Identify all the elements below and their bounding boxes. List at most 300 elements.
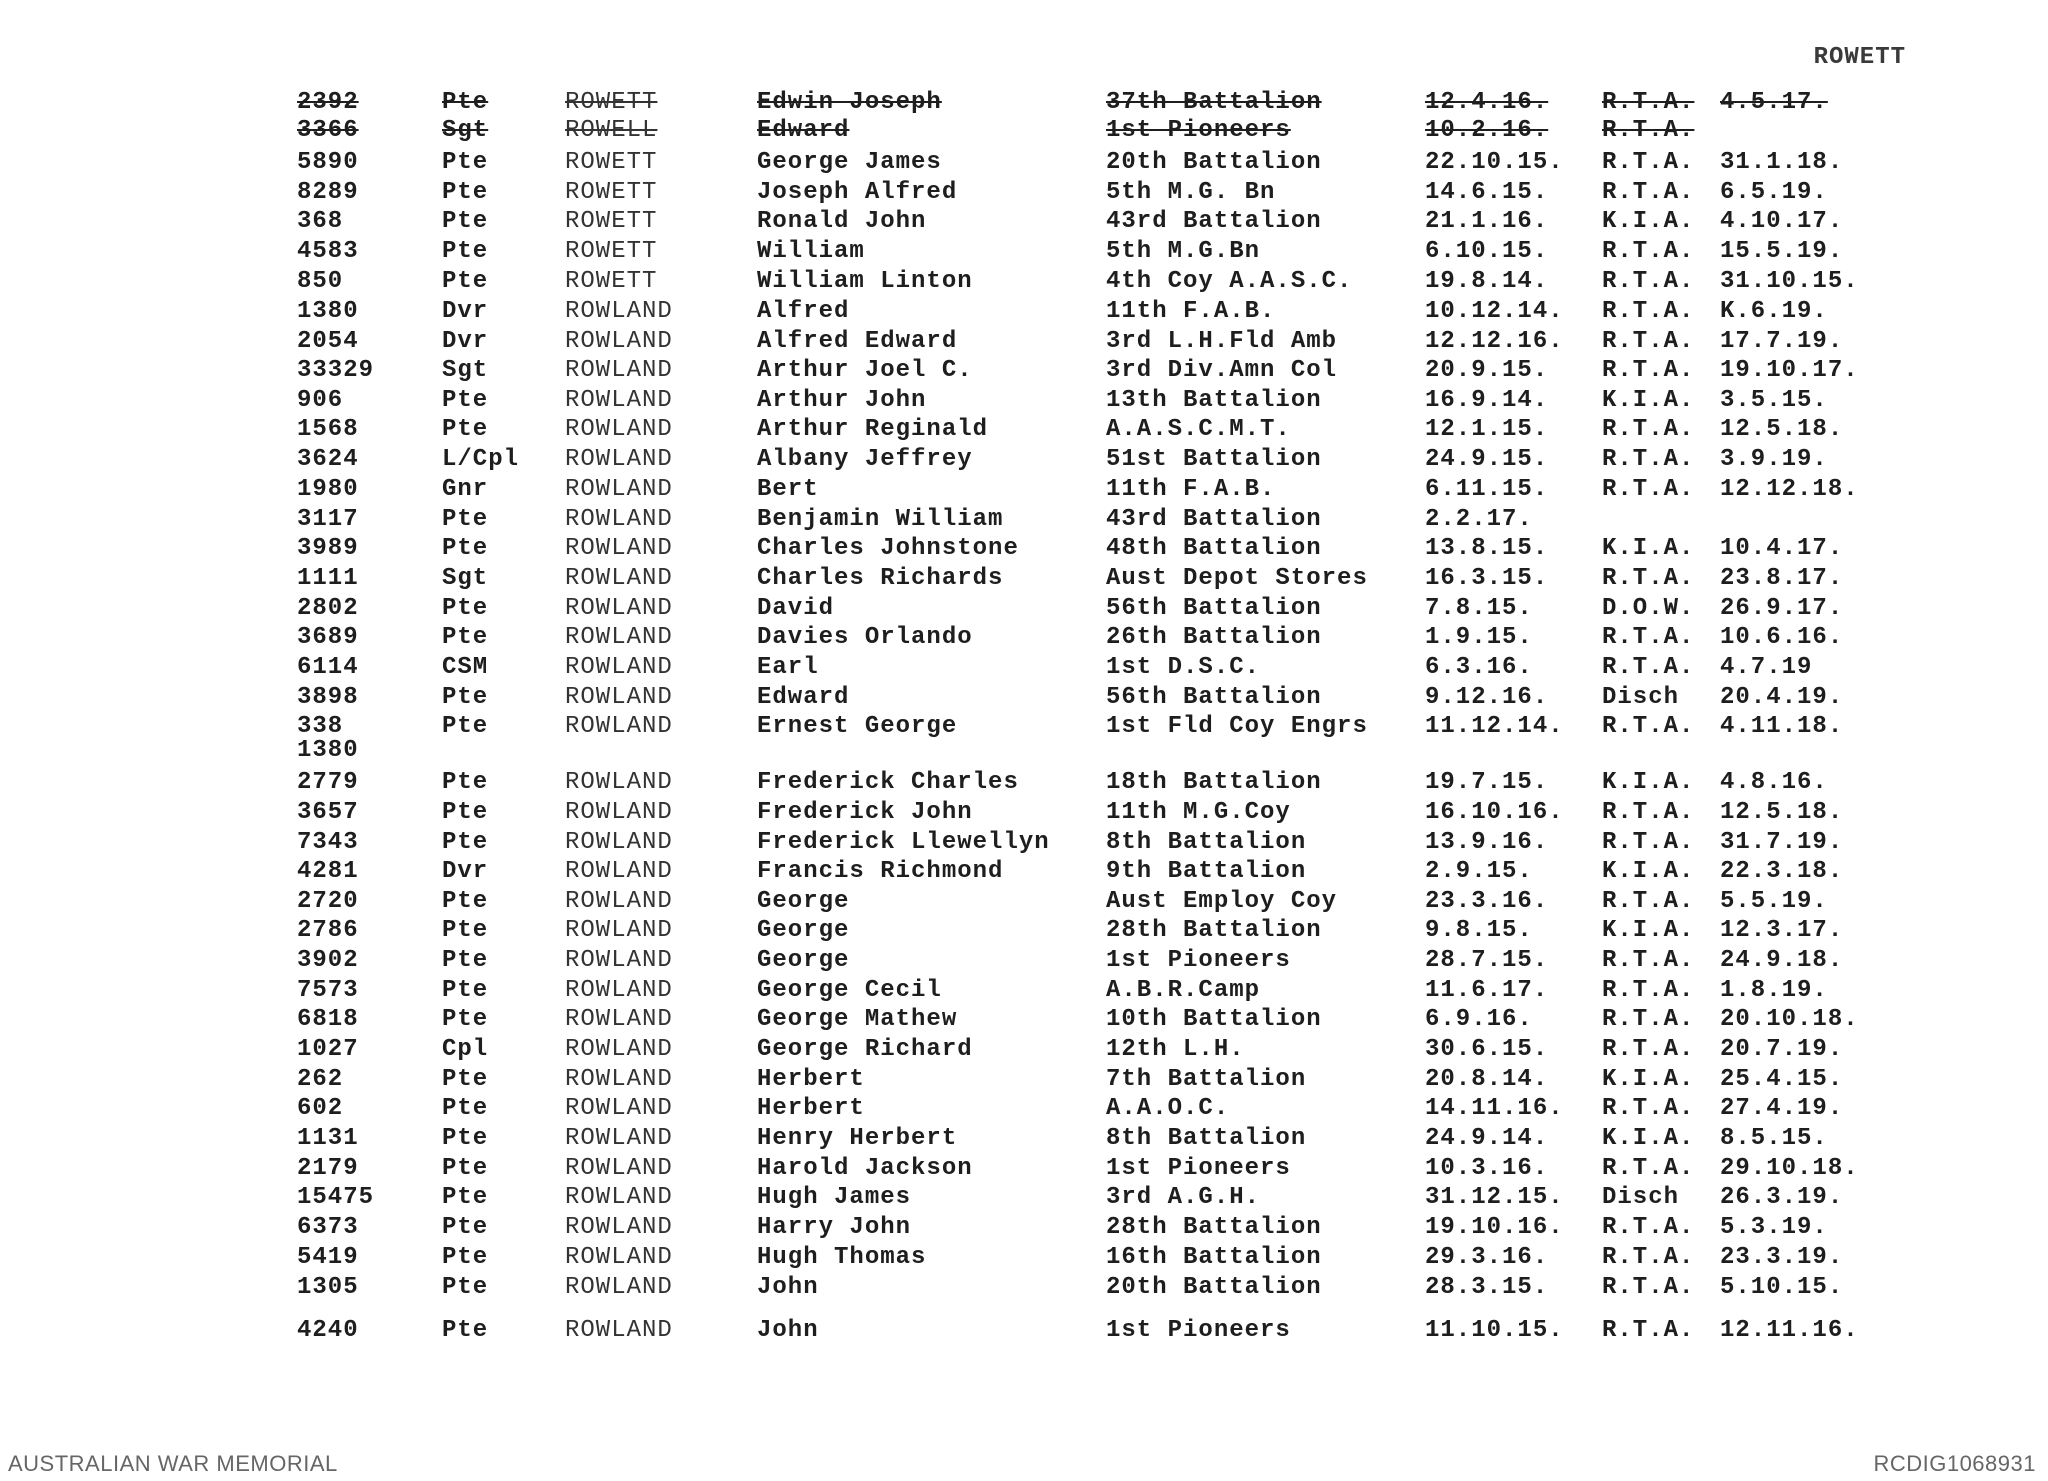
enlistment-date: 24.9.14. [1425, 1125, 1549, 1152]
rank: Dvr [442, 298, 489, 325]
fate-date: 5.5.19. [1720, 888, 1828, 915]
fate-date: 4.8.16. [1720, 769, 1828, 796]
given-names: Harold Jackson [757, 1155, 973, 1182]
rank: Pte [442, 1244, 489, 1271]
fate: R.T.A. [1602, 298, 1695, 325]
page-surname-header: ROWETT [1813, 44, 1906, 71]
roll-row [0, 916, 2048, 946]
fate: K.I.A. [1602, 208, 1695, 235]
unit: A.B.R.Camp [1106, 977, 1261, 1004]
fate-date: 26.9.17. [1720, 595, 1844, 622]
fate-date: 10.6.16. [1720, 624, 1844, 651]
fate-date: 3.5.15. [1720, 387, 1828, 414]
roll-row [0, 505, 2048, 535]
fate-date: 17.7.19. [1720, 328, 1844, 355]
fate-date: 25.4.15. [1720, 1066, 1844, 1093]
roll-row [0, 1213, 2048, 1243]
given-names: Ronald John [757, 208, 927, 235]
regimental-number: 1305 [297, 1274, 359, 1301]
regimental-number: 2054 [297, 328, 359, 355]
regimental-number: 6114 [297, 654, 359, 681]
unit: 43rd Battalion [1106, 506, 1322, 533]
rank: Sgt [442, 565, 489, 592]
enlistment-date: 28.3.15. [1425, 1274, 1549, 1301]
fate-date: 10.4.17. [1720, 535, 1844, 562]
fate-date: K.6.19. [1720, 298, 1828, 325]
enlistment-date: 23.3.16. [1425, 888, 1549, 915]
rank: Dvr [442, 858, 489, 885]
fate: Disch [1602, 1184, 1680, 1211]
rank: Pte [442, 238, 489, 265]
given-names: John [757, 1274, 819, 1301]
given-names: Davies Orlando [757, 624, 973, 651]
rank: Pte [442, 977, 489, 1004]
surname: ROWLAND [565, 506, 673, 533]
given-names: Frederick John [757, 799, 973, 826]
surname: ROWLAND [565, 357, 673, 384]
fate-date: 22.3.18. [1720, 858, 1844, 885]
rank: Pte [442, 179, 489, 206]
unit: 1st Pioneers [1106, 1155, 1291, 1182]
given-names: Henry Herbert [757, 1125, 958, 1152]
roll-row [0, 768, 2048, 798]
unit: 5th M.G. Bn [1106, 179, 1276, 206]
fate: R.T.A. [1602, 1095, 1695, 1122]
regimental-number: 1111 [297, 565, 359, 592]
rank: Pte [442, 1214, 489, 1241]
enlistment-date: 6.3.16. [1425, 654, 1533, 681]
rank: Cpl [442, 1036, 489, 1063]
roll-row [0, 475, 2048, 505]
unit: Aust Employ Coy [1106, 888, 1338, 915]
surname: ROWLAND [565, 1006, 673, 1033]
fate-date: 23.8.17. [1720, 565, 1844, 592]
fate-date: 12.3.17. [1720, 917, 1844, 944]
surname: ROWETT [565, 149, 658, 176]
given-names: Ernest George [757, 713, 958, 740]
given-names: George [757, 947, 850, 974]
given-names: Edward [757, 117, 850, 144]
rank: Pte [442, 208, 489, 235]
unit: 11th F.A.B. [1106, 476, 1276, 503]
surname: ROWLAND [565, 684, 673, 711]
rank: Pte [442, 1095, 489, 1122]
roll-row [0, 1183, 2048, 1213]
rank: Pte [442, 387, 489, 414]
enlistment-date: 10.3.16. [1425, 1155, 1549, 1182]
surname: ROWLAND [565, 713, 673, 740]
roll-row [0, 148, 2048, 178]
regimental-number: 2179 [297, 1155, 359, 1182]
surname: ROWLAND [565, 977, 673, 1004]
surname: ROWLAND [565, 858, 673, 885]
roll-row [0, 297, 2048, 327]
rank: Dvr [442, 328, 489, 355]
fate: R.T.A. [1602, 1274, 1695, 1301]
roll-row [0, 887, 2048, 917]
surname: ROWETT [565, 89, 658, 116]
regimental-number: 7343 [297, 829, 359, 856]
enlistment-date: 14.11.16. [1425, 1095, 1564, 1122]
enlistment-date: 22.10.15. [1425, 149, 1564, 176]
rank: Pte [442, 888, 489, 915]
enlistment-date: 11.12.14. [1425, 713, 1564, 740]
given-names: Francis Richmond [757, 858, 1004, 885]
fate: R.T.A. [1602, 829, 1695, 856]
unit: 20th Battalion [1106, 1274, 1322, 1301]
unit: 3rd A.G.H. [1106, 1184, 1261, 1211]
surname: ROWLAND [565, 1184, 673, 1211]
unit: 56th Battalion [1106, 595, 1322, 622]
roll-row [0, 445, 2048, 475]
fate: K.I.A. [1602, 535, 1695, 562]
fate-date: 31.10.15. [1720, 268, 1859, 295]
fate: R.T.A. [1602, 179, 1695, 206]
fate: R.T.A. [1602, 713, 1695, 740]
given-names: George Mathew [757, 1006, 958, 1033]
roll-row [0, 564, 2048, 594]
enlistment-date: 10.12.14. [1425, 298, 1564, 325]
regimental-number: 262 [297, 1066, 344, 1093]
surname: ROWLAND [565, 1244, 673, 1271]
fate-date: 1.8.19. [1720, 977, 1828, 1004]
enlistment-date: 11.6.17. [1425, 977, 1549, 1004]
enlistment-date: 14.6.15. [1425, 179, 1549, 206]
given-names: Herbert [757, 1066, 865, 1093]
fate: R.T.A. [1602, 1244, 1695, 1271]
regimental-number: 15475 [297, 1184, 375, 1211]
regimental-number: 1980 [297, 476, 359, 503]
unit: 48th Battalion [1106, 535, 1322, 562]
given-names: Albany Jeffrey [757, 446, 973, 473]
fate-date: 6.5.19. [1720, 179, 1828, 206]
regimental-number: 6818 [297, 1006, 359, 1033]
roll-row [0, 1154, 2048, 1184]
given-names: George [757, 888, 850, 915]
enlistment-date: 19.10.16. [1425, 1214, 1564, 1241]
enlistment-date: 28.7.15. [1425, 947, 1549, 974]
given-names: Charles Johnstone [757, 535, 1019, 562]
given-names: Frederick Charles [757, 769, 1019, 796]
surname: ROWLAND [565, 595, 673, 622]
regimental-number: 1027 [297, 1036, 359, 1063]
rank: Pte [442, 506, 489, 533]
enlistment-date: 19.8.14. [1425, 268, 1549, 295]
rank: Pte [442, 416, 489, 443]
fate-date: 20.7.19. [1720, 1036, 1844, 1063]
regimental-number: 2779 [297, 769, 359, 796]
given-names: Bert [757, 476, 819, 503]
rank: Pte [442, 268, 489, 295]
given-names: David [757, 595, 835, 622]
surname: ROWLAND [565, 387, 673, 414]
rank: Pte [442, 713, 489, 740]
unit: 26th Battalion [1106, 624, 1322, 651]
enlistment-date: 29.3.16. [1425, 1244, 1549, 1271]
footer-record-id: RCDIG1068931 [1873, 1451, 2036, 1476]
fate: K.I.A. [1602, 769, 1695, 796]
fate: R.T.A. [1602, 977, 1695, 1004]
enlistment-date: 12.12.16. [1425, 328, 1564, 355]
fate: R.T.A. [1602, 947, 1695, 974]
roll-row [0, 1094, 2048, 1124]
rank: Pte [442, 799, 489, 826]
fate: R.T.A. [1602, 1006, 1695, 1033]
given-names: Charles Richards [757, 565, 1004, 592]
roll-row [0, 623, 2048, 653]
regimental-number: 5419 [297, 1244, 359, 1271]
regimental-number: 7573 [297, 977, 359, 1004]
fate-date: 8.5.15. [1720, 1125, 1828, 1152]
given-names: Alfred Edward [757, 328, 958, 355]
enlistment-date: 24.9.15. [1425, 446, 1549, 473]
regimental-number: 3657 [297, 799, 359, 826]
enlistment-date: 9.12.16. [1425, 684, 1549, 711]
roll-row [0, 946, 2048, 976]
surname: ROWLAND [565, 476, 673, 503]
given-names: Joseph Alfred [757, 179, 958, 206]
fate: K.I.A. [1602, 1066, 1695, 1093]
given-names: Arthur John [757, 387, 927, 414]
regimental-number: 1568 [297, 416, 359, 443]
unit: 5th M.G.Bn [1106, 238, 1261, 265]
enlistment-date: 6.9.16. [1425, 1006, 1533, 1033]
enlistment-date: 1.9.15. [1425, 624, 1533, 651]
surname: ROWLAND [565, 1036, 673, 1063]
regimental-number: 3366 [297, 117, 359, 144]
fate: R.T.A. [1602, 446, 1695, 473]
rank: Pte [442, 535, 489, 562]
rank: Pte [442, 1155, 489, 1182]
fate: K.I.A. [1602, 387, 1695, 414]
unit: 28th Battalion [1106, 917, 1322, 944]
fate-date: 20.4.19. [1720, 684, 1844, 711]
enlistment-date: 21.1.16. [1425, 208, 1549, 235]
surname: ROWETT [565, 208, 658, 235]
fate: R.T.A. [1602, 654, 1695, 681]
unit: 20th Battalion [1106, 149, 1322, 176]
surname: ROWLAND [565, 328, 673, 355]
fate: R.T.A. [1602, 1036, 1695, 1063]
rank: Pte [442, 595, 489, 622]
regimental-number: 3989 [297, 535, 359, 562]
fate-date: 15.5.19. [1720, 238, 1844, 265]
unit: 18th Battalion [1106, 769, 1322, 796]
roll-row [0, 1243, 2048, 1273]
fate: R.T.A. [1602, 799, 1695, 826]
given-names: Edwin Joseph [757, 89, 942, 116]
surname: ROWLAND [565, 1125, 673, 1152]
enlistment-date: 12.1.15. [1425, 416, 1549, 443]
unit: 11th M.G.Coy [1106, 799, 1291, 826]
surname: ROWLAND [565, 917, 673, 944]
fate: D.O.W. [1602, 595, 1695, 622]
roll-row [0, 653, 2048, 683]
enlistment-date: 16.3.15. [1425, 565, 1549, 592]
given-names: Harry John [757, 1214, 912, 1241]
regimental-number: 3117 [297, 506, 359, 533]
fate-date: 5.10.15. [1720, 1274, 1844, 1301]
given-names: George Richard [757, 1036, 973, 1063]
surname: ROWLAND [565, 446, 673, 473]
fate-date: 27.4.19. [1720, 1095, 1844, 1122]
given-names: George [757, 917, 850, 944]
given-names: Alfred [757, 298, 850, 325]
rank: Pte [442, 149, 489, 176]
roll-row [0, 1316, 2048, 1346]
fate: R.T.A. [1602, 149, 1695, 176]
fate: R.T.A. [1602, 238, 1695, 265]
roll-row [0, 327, 2048, 357]
regimental-number: 850 [297, 268, 344, 295]
fate: R.T.A. [1602, 328, 1695, 355]
given-names: Frederick Llewellyn [757, 829, 1050, 856]
roll-row [0, 534, 2048, 564]
fate: R.T.A. [1602, 624, 1695, 651]
unit: 7th Battalion [1106, 1066, 1307, 1093]
rank: Gnr [442, 476, 489, 503]
surname: ROWETT [565, 179, 658, 206]
given-names: Hugh Thomas [757, 1244, 927, 1271]
fate: R.T.A. [1602, 476, 1695, 503]
enlistment-date: 13.8.15. [1425, 535, 1549, 562]
unit: 13th Battalion [1106, 387, 1322, 414]
unit: 8th Battalion [1106, 1125, 1307, 1152]
surname: ROWLAND [565, 1066, 673, 1093]
surname: ROWLAND [565, 416, 673, 443]
fate: R.T.A. [1602, 268, 1695, 295]
given-names: Edward [757, 684, 850, 711]
unit: 10th Battalion [1106, 1006, 1322, 1033]
unit: 51st Battalion [1106, 446, 1322, 473]
fate-date: 29.10.18. [1720, 1155, 1859, 1182]
given-names: George James [757, 149, 942, 176]
rank: Pte [442, 684, 489, 711]
surname: ROWLAND [565, 1214, 673, 1241]
roll-row [0, 207, 2048, 237]
footer-archive-label: AUSTRALIAN WAR MEMORIAL [8, 1451, 338, 1476]
unit: 11th F.A.B. [1106, 298, 1276, 325]
rank: CSM [442, 654, 489, 681]
surname: ROWLAND [565, 1274, 673, 1301]
rank: Sgt [442, 357, 489, 384]
fate: R.T.A. [1602, 1214, 1695, 1241]
fate: R.T.A. [1602, 416, 1695, 443]
fate-date: 12.5.18. [1720, 799, 1844, 826]
fate: K.I.A. [1602, 917, 1695, 944]
regimental-number: 2786 [297, 917, 359, 944]
fate: R.T.A. [1602, 565, 1695, 592]
roll-row [0, 1005, 2048, 1035]
unit: 4th Coy A.A.S.C. [1106, 268, 1353, 295]
rank: Pte [442, 1006, 489, 1033]
surname: ROWLAND [565, 1155, 673, 1182]
regimental-number: 5890 [297, 149, 359, 176]
enlistment-date: 6.11.15. [1425, 476, 1549, 503]
enlistment-date: 6.10.15. [1425, 238, 1549, 265]
unit: 8th Battalion [1106, 829, 1307, 856]
unit: 1st Fld Coy Engrs [1106, 713, 1368, 740]
enlistment-date: 16.10.16. [1425, 799, 1564, 826]
fate-date: 4.10.17. [1720, 208, 1844, 235]
regimental-number: 2720 [297, 888, 359, 915]
enlistment-date: 16.9.14. [1425, 387, 1549, 414]
fate: R.T.A. [1602, 357, 1695, 384]
fate-date: 12.5.18. [1720, 416, 1844, 443]
rank: Pte [442, 1066, 489, 1093]
enlistment-date: 31.12.15. [1425, 1184, 1564, 1211]
enlistment-date: 9.8.15. [1425, 917, 1533, 944]
fate: R.T.A. [1602, 117, 1695, 144]
fate-date: 4.11.18. [1720, 713, 1844, 740]
rank: Pte [442, 829, 489, 856]
fate-date: 26.3.19. [1720, 1184, 1844, 1211]
regimental-number: 4583 [297, 238, 359, 265]
surname: ROWLAND [565, 654, 673, 681]
unit: 12th L.H. [1106, 1036, 1245, 1063]
surname: ROWETT [565, 268, 658, 295]
regimental-number: 4240 [297, 1317, 359, 1344]
rank: Pte [442, 1274, 489, 1301]
given-names: Arthur Reginald [757, 416, 989, 443]
regimental-number: 33329 [297, 357, 375, 384]
regimental-number: 3689 [297, 624, 359, 651]
surname: ROWELL [565, 117, 658, 144]
regimental-number: 2802 [297, 595, 359, 622]
surname: ROWLAND [565, 565, 673, 592]
fate: R.T.A. [1602, 89, 1695, 116]
surname: ROWETT [565, 238, 658, 265]
enlistment-date: 13.9.16. [1425, 829, 1549, 856]
regimental-number: 2392 [297, 89, 359, 116]
regimental-number: 338 [297, 713, 344, 740]
roll-row [0, 178, 2048, 208]
roll-row [0, 798, 2048, 828]
rank: Pte [442, 1184, 489, 1211]
given-names: Herbert [757, 1095, 865, 1122]
unit: 3rd Div.Amn Col [1106, 357, 1338, 384]
enlistment-date: 10.2.16. [1425, 117, 1549, 144]
surname: ROWLAND [565, 799, 673, 826]
fate-date: 20.10.18. [1720, 1006, 1859, 1033]
unit: A.A.S.C.M.T. [1106, 416, 1291, 443]
enlistment-date: 20.9.15. [1425, 357, 1549, 384]
roll-row [0, 1065, 2048, 1095]
surname: ROWLAND [565, 947, 673, 974]
roll-row [0, 415, 2048, 445]
roll-row [0, 594, 2048, 624]
surname: ROWLAND [565, 535, 673, 562]
unit: 16th Battalion [1106, 1244, 1322, 1271]
surname: ROWLAND [565, 298, 673, 325]
fate-date: 31.1.18. [1720, 149, 1844, 176]
surname: ROWLAND [565, 829, 673, 856]
enlistment-date: 7.8.15. [1425, 595, 1533, 622]
rank: Pte [442, 947, 489, 974]
fate-date: 4.5.17. [1720, 89, 1828, 116]
regimental-number: 4281 [297, 858, 359, 885]
given-names: John [757, 1317, 819, 1344]
fate: R.T.A. [1602, 1317, 1695, 1344]
rank: L/Cpl [442, 446, 520, 473]
rank: Pte [442, 89, 489, 116]
surname: ROWLAND [565, 1317, 673, 1344]
enlistment-date: 2.2.17. [1425, 506, 1533, 533]
extra-regimental-number: 1380 [297, 737, 359, 764]
rank: Pte [442, 917, 489, 944]
surname: ROWLAND [565, 769, 673, 796]
unit: 1st Pioneers [1106, 117, 1291, 144]
